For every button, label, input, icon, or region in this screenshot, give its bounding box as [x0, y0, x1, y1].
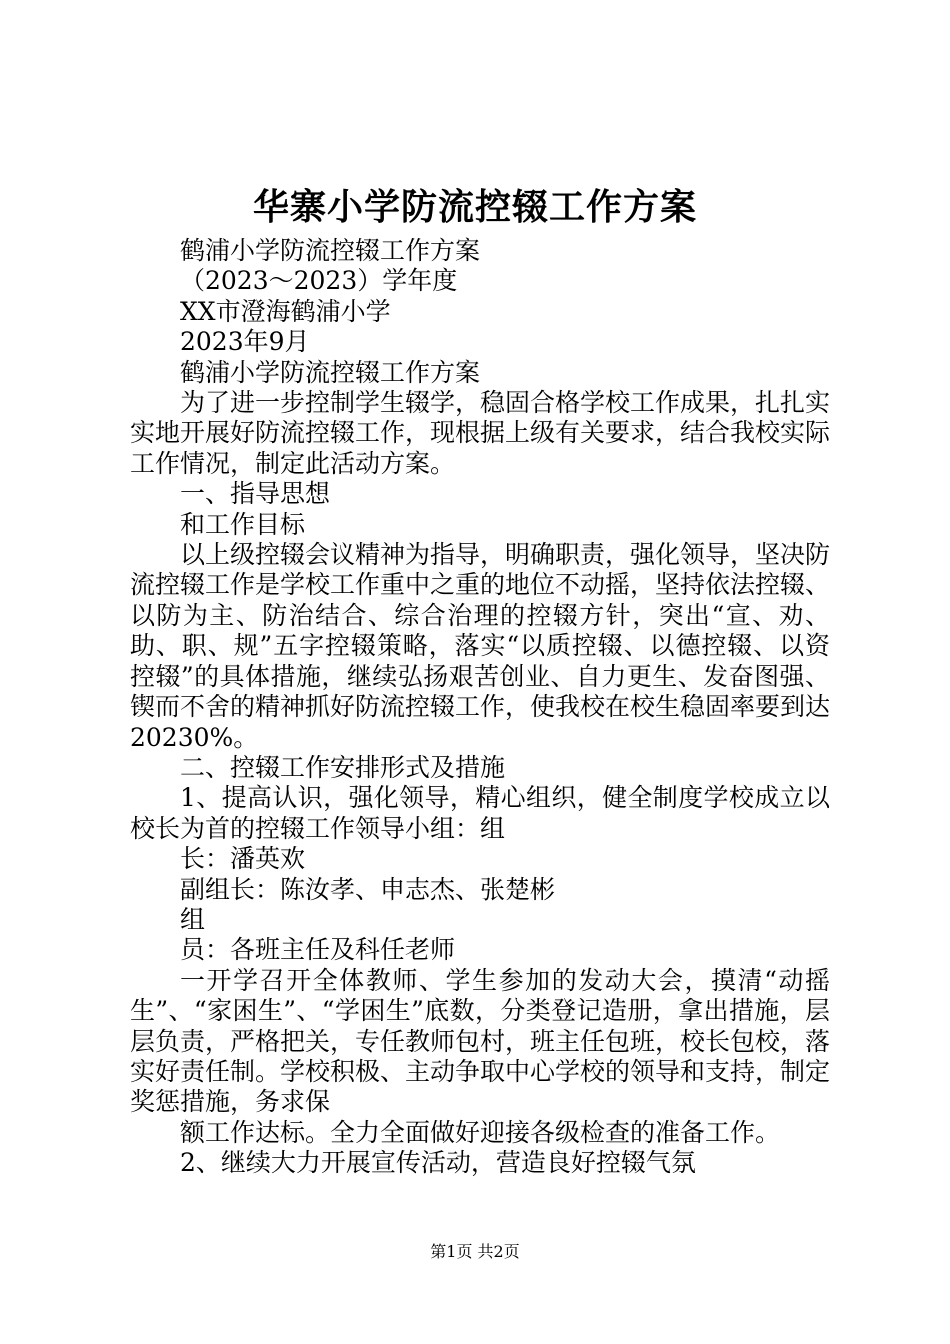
- paragraph: 员：各班主任及科任老师: [180, 935, 456, 965]
- paragraph: 额工作达标。全力全面做好迎接各级检查的准备工作。: [180, 1117, 781, 1147]
- document-title: 华寨小学防流控辍工作方案: [252, 187, 697, 228]
- paragraph: XX市澄海鹤浦小学: [180, 296, 391, 326]
- paragraph: 长：潘英欢: [180, 844, 306, 874]
- document-body: [130, 236, 830, 1179]
- page-footer: 第1页 共2页: [430, 1242, 520, 1261]
- paragraph: 鹤浦小学防流控辍工作方案: [180, 236, 481, 265]
- section-heading: 一、指导思想: [180, 479, 331, 509]
- paragraph: 副组长：陈汝孝、申志杰、张楚彬: [180, 874, 556, 904]
- paragraph: 一开学召开全体教师、学生参加的发动大会，摸清“动摇生”、“家困生”、“学困生”底数，分类登记造册，拿出措施，层层负责，严格把关，专任教师包村，班主任包班，校长包校，落实好责任制。学校积极、主动争取中心学校的领导和支持，制定奖惩措施，务求保: [130, 965, 831, 1117]
- paragraph: 鹤浦小学防流控辍工作方案: [180, 357, 481, 387]
- paragraph: 组: [180, 904, 206, 934]
- paragraph: 和工作目标: [180, 509, 306, 539]
- paragraph: 1、提高认识，强化领导，精心组织，健全制度学校成立以校长为首的控辍工作领导小组：组: [130, 783, 830, 843]
- section-heading: 二、控辍工作安排形式及措施: [180, 752, 506, 782]
- paragraph: 为了进一步控制学生辍学，稳固合格学校工作成果，扎扎实实地开展好防流控辍工作，现根据上级有关要求，结合我校实际工作情况，制定此活动方案。: [130, 388, 831, 478]
- paragraph: （2023～2023）学年度: [180, 266, 458, 296]
- paragraph: 以上级控辍会议精神为指导，明确职责，强化领导，坚决防流控辍工作是学校工作重中之重的地位不动摇，坚持依法控辍、以防为主、防治结合、综合治理的控辍方针，突出“宣、劝、助、职、规”五字控辍策略，落实“以质控辍、以德控辍、以资控辍”的具体措施，继续弘扬艰苦创业、自力更生、发奋图强、锲而不舍的精神抓好防流控辍工作，使我校在校生稳固率要到达20230%。: [130, 540, 831, 752]
- paragraph: 2、继续大力开展宣传活动，营造良好控辍气氛: [180, 1148, 696, 1178]
- paragraph: 2023年9月: [180, 327, 310, 357]
